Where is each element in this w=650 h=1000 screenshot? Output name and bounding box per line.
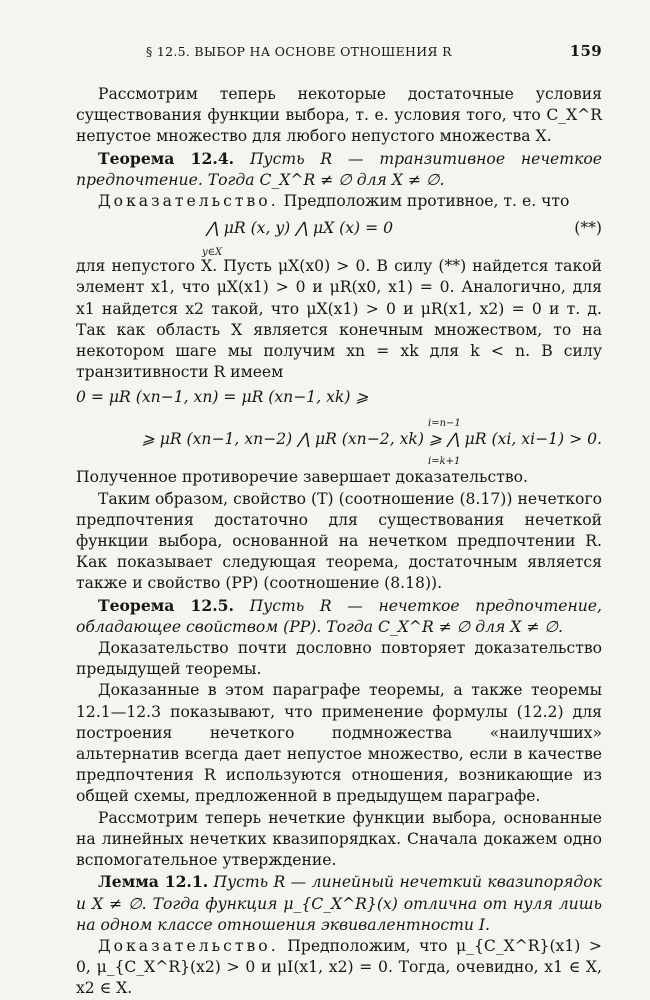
theorem-12-5-label: Теорема 12.5.: [98, 595, 234, 615]
proof-text: Предположим противное, т. е. что: [283, 192, 570, 211]
formula-star: [76, 212, 602, 259]
proof-start: [76, 191, 602, 212]
theorem-12-5: [76, 595, 602, 638]
page-body: [76, 84, 602, 1000]
theorem-12-4-text: Пусть R — транзитивное нечеткое предпочтение. Тогда C_X^R ≠ ∅ для X ≠ ∅.: [76, 149, 603, 189]
formula-star-expression: ⋀ μR (x, y) ⋀ μX (x) = 0: [206, 219, 394, 238]
lemma-12-1-label: Лемма 12.1.: [98, 872, 209, 892]
page-number: 159: [569, 42, 602, 60]
formula-chain-upper-index: i=n−1: [428, 418, 461, 430]
paragraph-linear-quasiorders: Рассмотрим теперь нечеткие функции выбора, основанные на линейных нечетких квазипорядках. Сначала докажем одно вспомогательное утверждение.: [76, 808, 602, 870]
lemma-proof-word: Доказательство.: [98, 936, 279, 955]
paragraph-contradiction: Полученное противоречие завершает доказательство.: [76, 468, 528, 487]
formula-chain-line-2: ⩾ μR (xn−1, xn−2) ⋀ μR (xn−2, xk) ⩾ ⋀ μR (xi, xi−1) > 0.: [141, 430, 602, 449]
formula-chain-line-1: 0 = μR (xn−1, xn) = μR (xn−1, xk) ⩾: [76, 388, 369, 407]
lemma-proof: [76, 936, 602, 1000]
paragraph-property-t: Таким образом, свойство (T) (соотношение (8.17)) нечеткого предпочтения достаточно для существования нечеткой функции выбора, основанной на нечетком предпочтении R. Как показывает следующая теорема, достаточным является также и свойство (PP) (соотношение (8.18)).: [76, 489, 602, 593]
paragraph-theorems-summary: Доказанные в этом параграфе теоремы, а также теоремы 12.1—12.3 показывают, что применение формулы (12.2) для построения нечеткого подмножества «наилучших» альтернатив всегда дает непустое множество, если в качестве предпочтения R используются отношения, возникающие из общей схемы, предложенной в предыдущем параграфе.: [76, 681, 602, 806]
theorem-12-4-label: Теорема 12.4.: [98, 148, 235, 168]
formula-chain: [76, 383, 602, 467]
running-title: § 12.5. ВЫБОР НА ОСНОВЕ ОТНОШЕНИЯ R: [146, 44, 452, 59]
lemma-12-1-text: Пусть R — линейный нечеткий квазипорядок и X ≠ ∅. Тогда функция μ_{C_X^R}(x) отлична от нуля лишь на одном классе отношения эквивалентности I.: [76, 873, 602, 934]
lemma-proof-text: Предположим, что μ_{C_X^R}(x1) > 0, μ_{C_X^R}(x2) > 0 и μI(x1, x2) = 0. Тогда, очевидно, x1 ∈ X, x2 ∈ X.: [76, 936, 602, 998]
paragraph-intro: Рассмотрим теперь некоторые достаточные условия существования функции выбора, т. е. условия того, что C_X^R непустое множество для любого непустого множества X.: [76, 85, 602, 146]
formula-star-index: y∈X: [202, 247, 223, 259]
theorem-12-4: [76, 148, 602, 191]
proof-word: Доказательство.: [98, 192, 279, 211]
formula-star-tag: (**): [574, 219, 602, 238]
formula-chain-lower-index: i=k+1: [428, 456, 461, 468]
paragraph-proof-body: для непустого X. Пусть μX(x0) > 0. В силу (**) найдется такой элемент x1, что μX(x1) > 0 и μR(x0, x1) = 0. Аналогично, для x1 найдется x2 такой, что μX(x1) > 0 и μR(x1, x2) = 0 и т. д. Так как область X является конечным множеством, то на некотором шаге мы получим xn = xk для k < n. В силу транзитивности R имеем: [76, 257, 602, 382]
lemma-12-1: [76, 871, 602, 936]
paragraph-proof-similar: Доказательство почти дословно повторяет доказательство предыдущей теоремы.: [76, 639, 602, 679]
theorem-12-5-text: Пусть R — нечеткое предпочтение, обладающее свойством (PP). Тогда C_X^R ≠ ∅ для X ≠ ∅.: [76, 596, 602, 636]
